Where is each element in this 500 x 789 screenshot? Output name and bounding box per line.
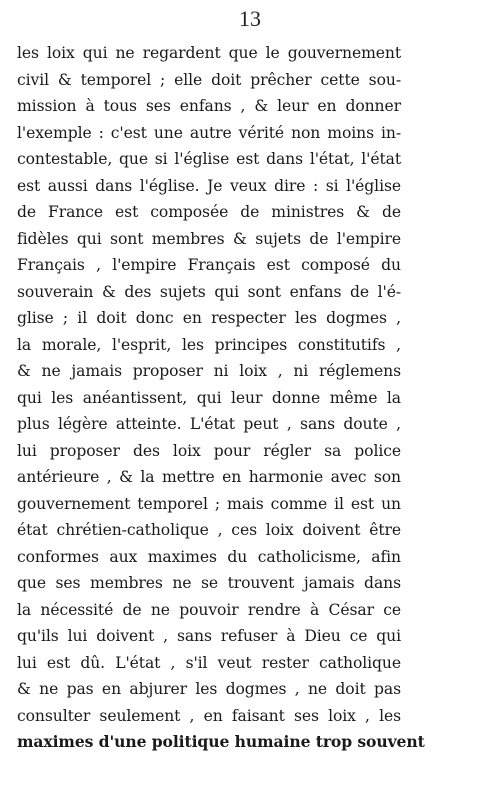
text-line-12: la morale, l'esprit, les principes constitutifs , <box>17 335 401 354</box>
text-line-21: que ses membres ne se trouvent jamais dans <box>17 574 401 592</box>
text-line-23: qu'ils lui doivent , sans refuser à Dieu ce qui <box>17 627 401 645</box>
text-line-15: plus légère atteinte. L'état peut , sans doute , <box>17 415 401 433</box>
text-line-20: conformes aux maximes du catholicisme, afin <box>17 547 401 566</box>
text-line-16: lui proposer des loix pour régler sa police <box>17 441 401 460</box>
text-line-22: la nécessité de ne pouvoir rendre à César ce <box>17 600 401 619</box>
text-line-10: souverain & des sujets qui sont enfans de l'é- <box>17 282 401 301</box>
text-line-24: lui est dû. L'état , s'il veut rester catholique <box>17 653 401 672</box>
text-line-2: civil & temporel ; elle doit prêcher cette sou- <box>17 70 401 89</box>
text-line-8: fidèles qui sont membres & sujets de l'empire <box>17 229 401 248</box>
text-line-13: & ne jamais proposer ni loix , ni réglemens <box>17 362 401 380</box>
text-line-1: les loix qui ne regardent que le gouvernement <box>17 44 401 62</box>
page-number: 13 <box>239 6 261 31</box>
text-line-18: gouvernement temporel ; mais comme il est un <box>17 494 401 513</box>
text-line-5: contestable, que si l'église est dans l'état, l'état <box>17 150 401 168</box>
text-line-3: mission à tous ses enfans , & leur en donner <box>17 97 401 115</box>
text-line-26: consulter seulement , en faisant ses loix , les <box>17 706 401 725</box>
text-line-11: glise ; il doit donc en respecter les dogmes , <box>17 309 401 327</box>
text-line-27: maximes d'une politique humaine trop souvent <box>17 732 425 751</box>
text-line-4: l'exemple : c'est une autre vérité non moins in- <box>17 123 401 142</box>
text-line-19: état chrétien-catholique , ces loix doivent être <box>17 521 401 539</box>
text-line-17: antérieure , & la mettre en harmonie avec son <box>17 468 401 486</box>
text-line-7: de France est composée de ministres & de <box>17 203 401 221</box>
text-line-14: qui les anéantissent, qui leur donne même la <box>17 388 401 407</box>
text-line-25: & ne pas en abjurer les dogmes , ne doit pas <box>17 680 401 698</box>
text-line-9: Français , l'empire Français est composé du <box>17 256 401 274</box>
text-line-6: est aussi dans l'église. Je veux dire : si l'église <box>17 176 401 195</box>
body-text <box>17 40 425 756</box>
